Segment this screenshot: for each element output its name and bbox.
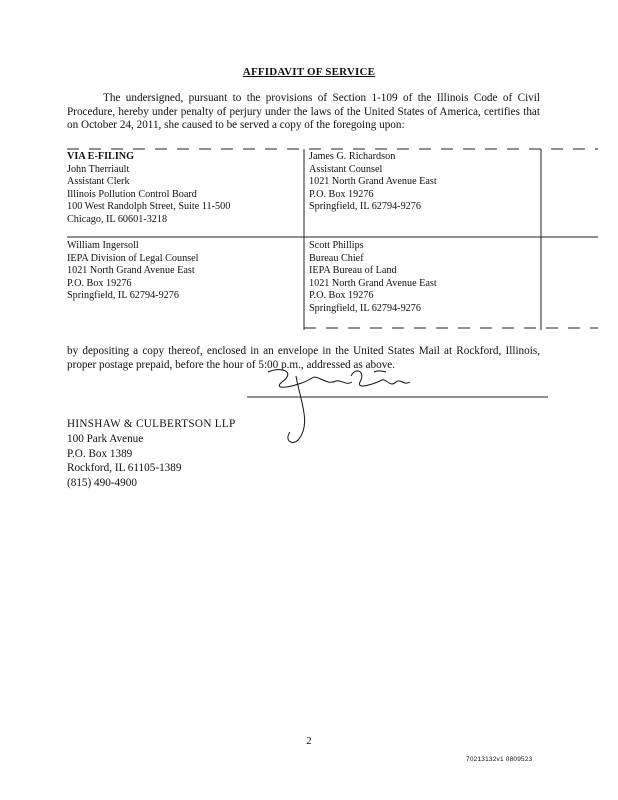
recipient-line: IEPA Bureau of Land — [309, 265, 397, 277]
document-title: AFFIDAVIT OF SERVICE — [242, 66, 376, 78]
recipient-line: P.O. Box 19276 — [309, 188, 374, 200]
recipient-line: Bureau Chief — [309, 252, 364, 264]
signature-graphic — [268, 370, 410, 443]
recipient-line: John Therriault — [67, 163, 130, 175]
recipient-line: P.O. Box 19276 — [309, 290, 374, 302]
firm-address-line: 100 Park Avenue — [67, 432, 144, 445]
recipient-line: William Ingersoll — [67, 240, 139, 251]
recipient-line: Assistant Counsel — [309, 163, 383, 175]
firm-block — [67, 417, 236, 491]
recipient-block-4 — [309, 240, 437, 316]
recipient-block-3 — [67, 240, 199, 303]
recipient-line: Assistant Clerk — [67, 176, 130, 188]
page-number: 2 — [306, 736, 312, 747]
recipient-line: IEPA Division of Legal Counsel — [67, 252, 199, 264]
firm-address-line: Rockford, IL 61105-1389 — [67, 462, 182, 475]
recipient-line: Springfield, IL 62794-9276 — [67, 290, 179, 302]
recipient-line: Illinois Pollution Control Board — [67, 188, 197, 200]
recipient-line: 100 West Randolph Street, Suite 11-500 — [67, 201, 231, 213]
document-id: 70213132v1 0809523 — [466, 756, 533, 763]
recipient-line: James G. Richardson — [309, 151, 396, 162]
recipient-line: 1021 North Grand Avenue East — [309, 176, 437, 188]
recipient-line: Chicago, IL 60601-3218 — [67, 213, 168, 225]
recipient-line: Scott Phillips — [309, 240, 364, 251]
recipient-block-2 — [309, 151, 437, 214]
recipient-line: 1021 North Grand Avenue East — [309, 277, 437, 289]
recipient-line: 1021 North Grand Avenue East — [67, 265, 195, 277]
recipient-line: P.O. Box 19276 — [67, 277, 132, 289]
firm-name: HINSHAW & CULBERTSON LLP — [67, 418, 236, 430]
recipient-line: Springfield, IL 62794-9276 — [309, 302, 421, 314]
intro-paragraph: The undersigned, pursuant to the provisions of Section 1-109 of the Illinois Code of Civil Procedure, hereby under penalty of perjury under the laws of the United States of America, certifies that on October 24, 2011, she caused to be served a copy of the foregoing upon: — [67, 92, 540, 131]
service-method: VIA E-FILING — [67, 151, 135, 162]
recipient-line: Springfield, IL 62794-9276 — [309, 201, 421, 213]
closing-paragraph: by depositing a copy thereof, enclosed in an envelope in the United States Mail at Rockford, Illinois, proper postage prepaid, before the hour of 5:00 p.m., addressed as above. — [67, 345, 540, 371]
firm-address-line: P.O. Box 1389 — [67, 447, 133, 460]
firm-phone: (815) 490-4900 — [67, 477, 137, 490]
recipient-block-1 — [67, 151, 230, 227]
